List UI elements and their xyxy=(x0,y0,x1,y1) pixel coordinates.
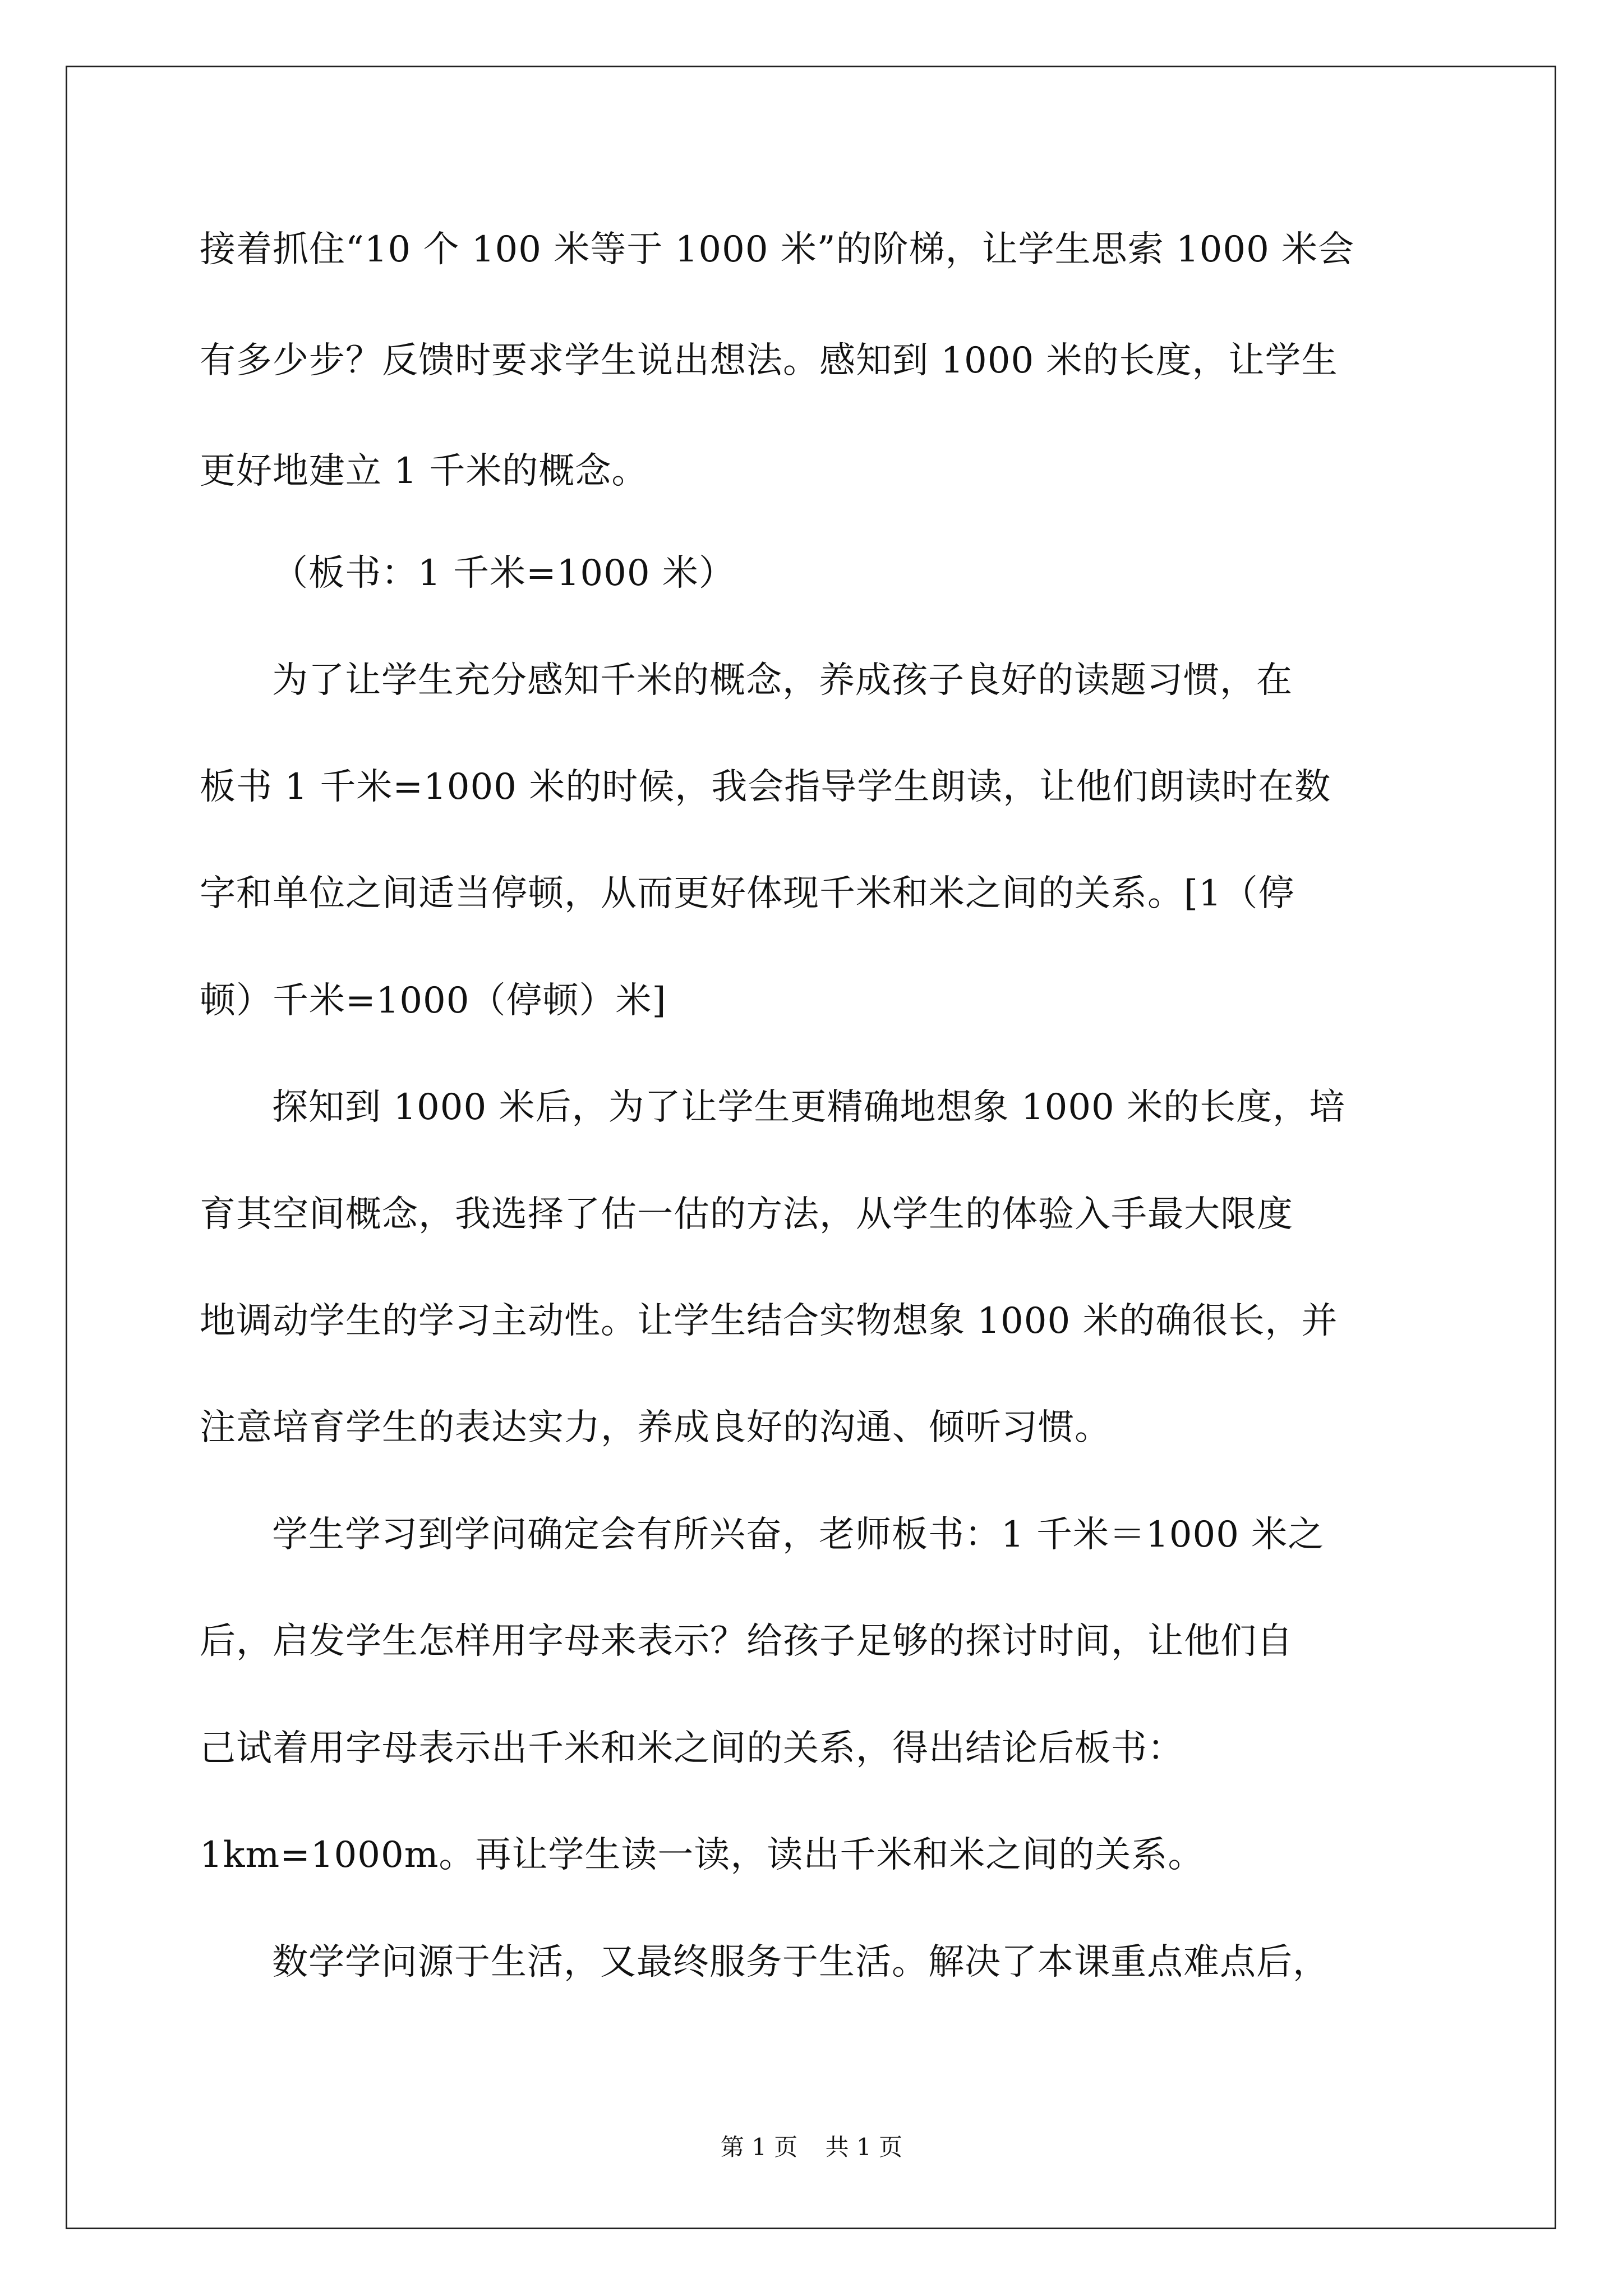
text-line: 地调动学生的学习主动性。让学生结合实物想象 1000 米的确很长，并 xyxy=(200,1300,1338,1342)
page-footer xyxy=(0,2133,1623,2162)
text-line: 探知到 1000 米后，为了让学生更精确地想象 1000 米的长度，培 xyxy=(272,1087,1346,1128)
text-line: 为了让学生充分感知千米的概念，养成孩子良好的读题习惯，在 xyxy=(272,660,1293,701)
text-line: 有多少步？反馈时要求学生说出想法。感知到 1000 米的长度，让学生 xyxy=(200,340,1338,381)
text-line: 1km=1000m。再让学生读一读，读出千米和米之间的关系。 xyxy=(200,1834,1205,1876)
text-line: 育其空间概念，我选择了估一估的方法，从学生的体验入手最大限度 xyxy=(200,1194,1293,1235)
text-line: 己试着用字母表示出千米和米之间的关系，得出结论后板书： xyxy=(200,1728,1184,1769)
text-line: 字和单位之间适当停顿，从而更好体现千米和米之间的关系。[1（停 xyxy=(200,873,1295,914)
text-line: 更好地建立 1 千米的概念。 xyxy=(200,450,648,492)
text-line: 板书 1 千米=1000 米的时候，我会指导学生朗读，让他们朗读时在数 xyxy=(200,766,1331,808)
text-line: （板书：1 千米=1000 米） xyxy=(272,553,735,594)
text-line: 接着抓住“10 个 100 米等于 1000 米”的阶梯，让学生思索 1000 米会 xyxy=(200,229,1355,270)
text-line: 学生学习到学问确定会有所兴奋，老师板书：1 千米＝1000 米之 xyxy=(272,1514,1325,1556)
page-border xyxy=(66,66,1556,2229)
page-number: 第 1 页 xyxy=(720,2133,798,2161)
page-total: 共 1 页 xyxy=(825,2133,903,2161)
text-line: 后，启发学生怎样用字母来表示？给孩子足够的探讨时间，让他们自 xyxy=(200,1621,1293,1662)
text-line: 顿）千米=1000（停顿）米] xyxy=(200,980,667,1022)
text-line: 注意培育学生的表达实力，养成良好的沟通、倾听习惯。 xyxy=(200,1407,1111,1448)
text-line: 数学学问源于生活，又最终服务于生活。解决了本课重点难点后， xyxy=(272,1941,1329,1983)
